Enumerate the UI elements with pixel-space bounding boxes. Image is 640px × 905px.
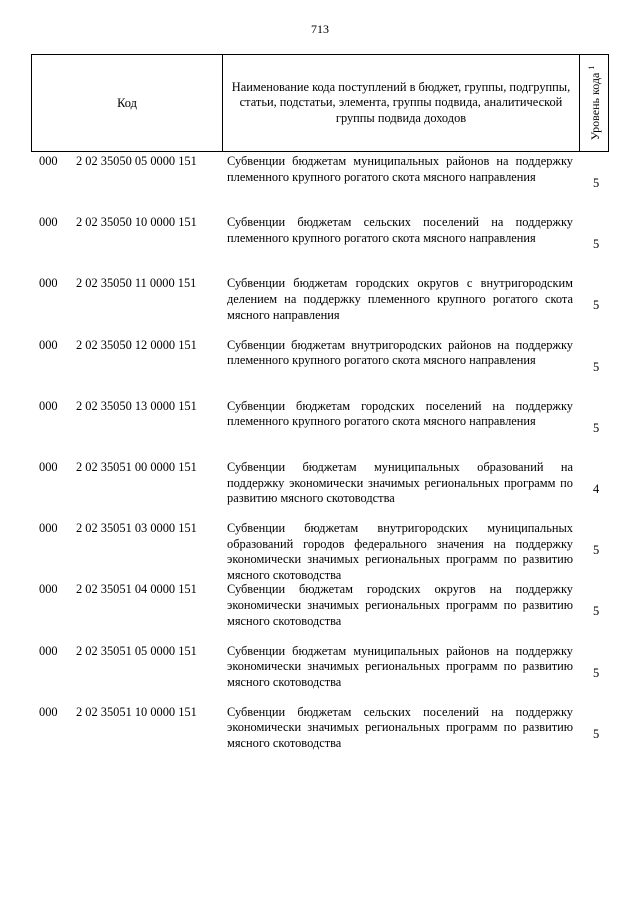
- row-prefix: 000: [39, 398, 58, 413]
- table-row: [31, 521, 609, 582]
- header-level-footnote: 1: [586, 65, 596, 70]
- table-row: [31, 215, 609, 276]
- row-code: 2 02 35051 10 0000 151: [76, 704, 197, 719]
- row-code: 2 02 35051 04 0000 151: [76, 582, 197, 597]
- row-name: Субвенции бюджетам внутригородских районов на поддержку племенного крупного рогатого скота мясного направления: [227, 337, 573, 368]
- row-prefix: 000: [39, 582, 58, 597]
- row-level: 5: [593, 176, 600, 190]
- table-row: [31, 399, 609, 460]
- row-prefix: 000: [39, 459, 58, 474]
- row-code: 2 02 35051 05 0000 151: [76, 643, 197, 658]
- row-name: Субвенции бюджетам сельских поселений на поддержку племенного крупного рогатого скота мясного направления: [227, 215, 573, 245]
- row-code: 2 02 35051 03 0000 151: [76, 521, 197, 536]
- row-name: Субвенции бюджетам городских поселений на поддержку племенного крупного рогатого скота мясного направления: [227, 398, 573, 429]
- row-prefix: 000: [39, 276, 58, 291]
- row-code: 2 02 35050 05 0000 151: [76, 154, 197, 168]
- table-row: [31, 582, 609, 643]
- row-name: Субвенции бюджетам муниципальных районов на поддержку племенного крупного рогатого скота мясного направления: [227, 154, 573, 184]
- table-row: [31, 644, 609, 705]
- row-level: 5: [593, 237, 600, 252]
- row-level: 5: [593, 298, 600, 313]
- row-level: 5: [593, 726, 600, 741]
- row-code: 2 02 35051 00 0000 151: [76, 459, 197, 474]
- table-header: [31, 54, 609, 152]
- row-code: 2 02 35050 11 0000 151: [76, 276, 197, 291]
- row-code: 2 02 35050 13 0000 151: [76, 398, 197, 413]
- row-prefix: 000: [39, 154, 58, 168]
- row-level: 5: [593, 359, 600, 374]
- table-row: [31, 338, 609, 399]
- row-name: Субвенции бюджетам городских округов с внутригородским делением на поддержку племенного крупного рогатого скота мясного направления: [227, 276, 573, 322]
- row-level: 5: [593, 543, 600, 558]
- header-name: Наименование кода поступлений в бюджет, группы, подгруппы, статьи, подстатьи, элемента, группы подвида, аналитической группы подвида доходов: [231, 79, 571, 125]
- row-level: 4: [593, 481, 600, 496]
- row-prefix: 000: [39, 521, 58, 536]
- row-name: Субвенции бюджетам муниципальных образований на поддержку экономически значимых региональных программ по развитию мясного скотоводства: [227, 459, 573, 506]
- header-code: Код: [117, 95, 137, 110]
- table-row: [31, 276, 609, 337]
- row-code: 2 02 35050 12 0000 151: [76, 337, 197, 352]
- table-row: [31, 460, 609, 521]
- row-name: Субвенции бюджетам сельских поселений на поддержку экономически значимых региональных программ по развитию мясного скотоводства: [227, 704, 573, 750]
- row-prefix: 000: [39, 337, 58, 352]
- row-name: Субвенции бюджетам муниципальных районов на поддержку экономически значимых региональных программ по развитию мясного скотоводства: [227, 643, 573, 689]
- row-prefix: 000: [39, 215, 58, 230]
- row-prefix: 000: [39, 704, 58, 719]
- table-body: [31, 154, 609, 766]
- page-number: 713: [311, 22, 329, 36]
- row-level: 5: [593, 420, 600, 435]
- row-name: Субвенции бюджетам внутригородских муниципальных образований городов федерального значения на поддержку экономически значимых региональных программ по развитию мясного скотоводства: [227, 521, 573, 582]
- row-name: Субвенции бюджетам городских округов на поддержку экономически значимых региональных программ по развитию мясного скотоводства: [227, 582, 573, 628]
- header-level-label: Уровень кода: [587, 72, 602, 141]
- row-code: 2 02 35050 10 0000 151: [76, 215, 197, 230]
- row-prefix: 000: [39, 643, 58, 658]
- table-row: [31, 705, 609, 766]
- table-row: [31, 154, 609, 215]
- header-level: [580, 55, 609, 151]
- row-level: 5: [593, 604, 600, 619]
- row-level: 5: [593, 665, 600, 680]
